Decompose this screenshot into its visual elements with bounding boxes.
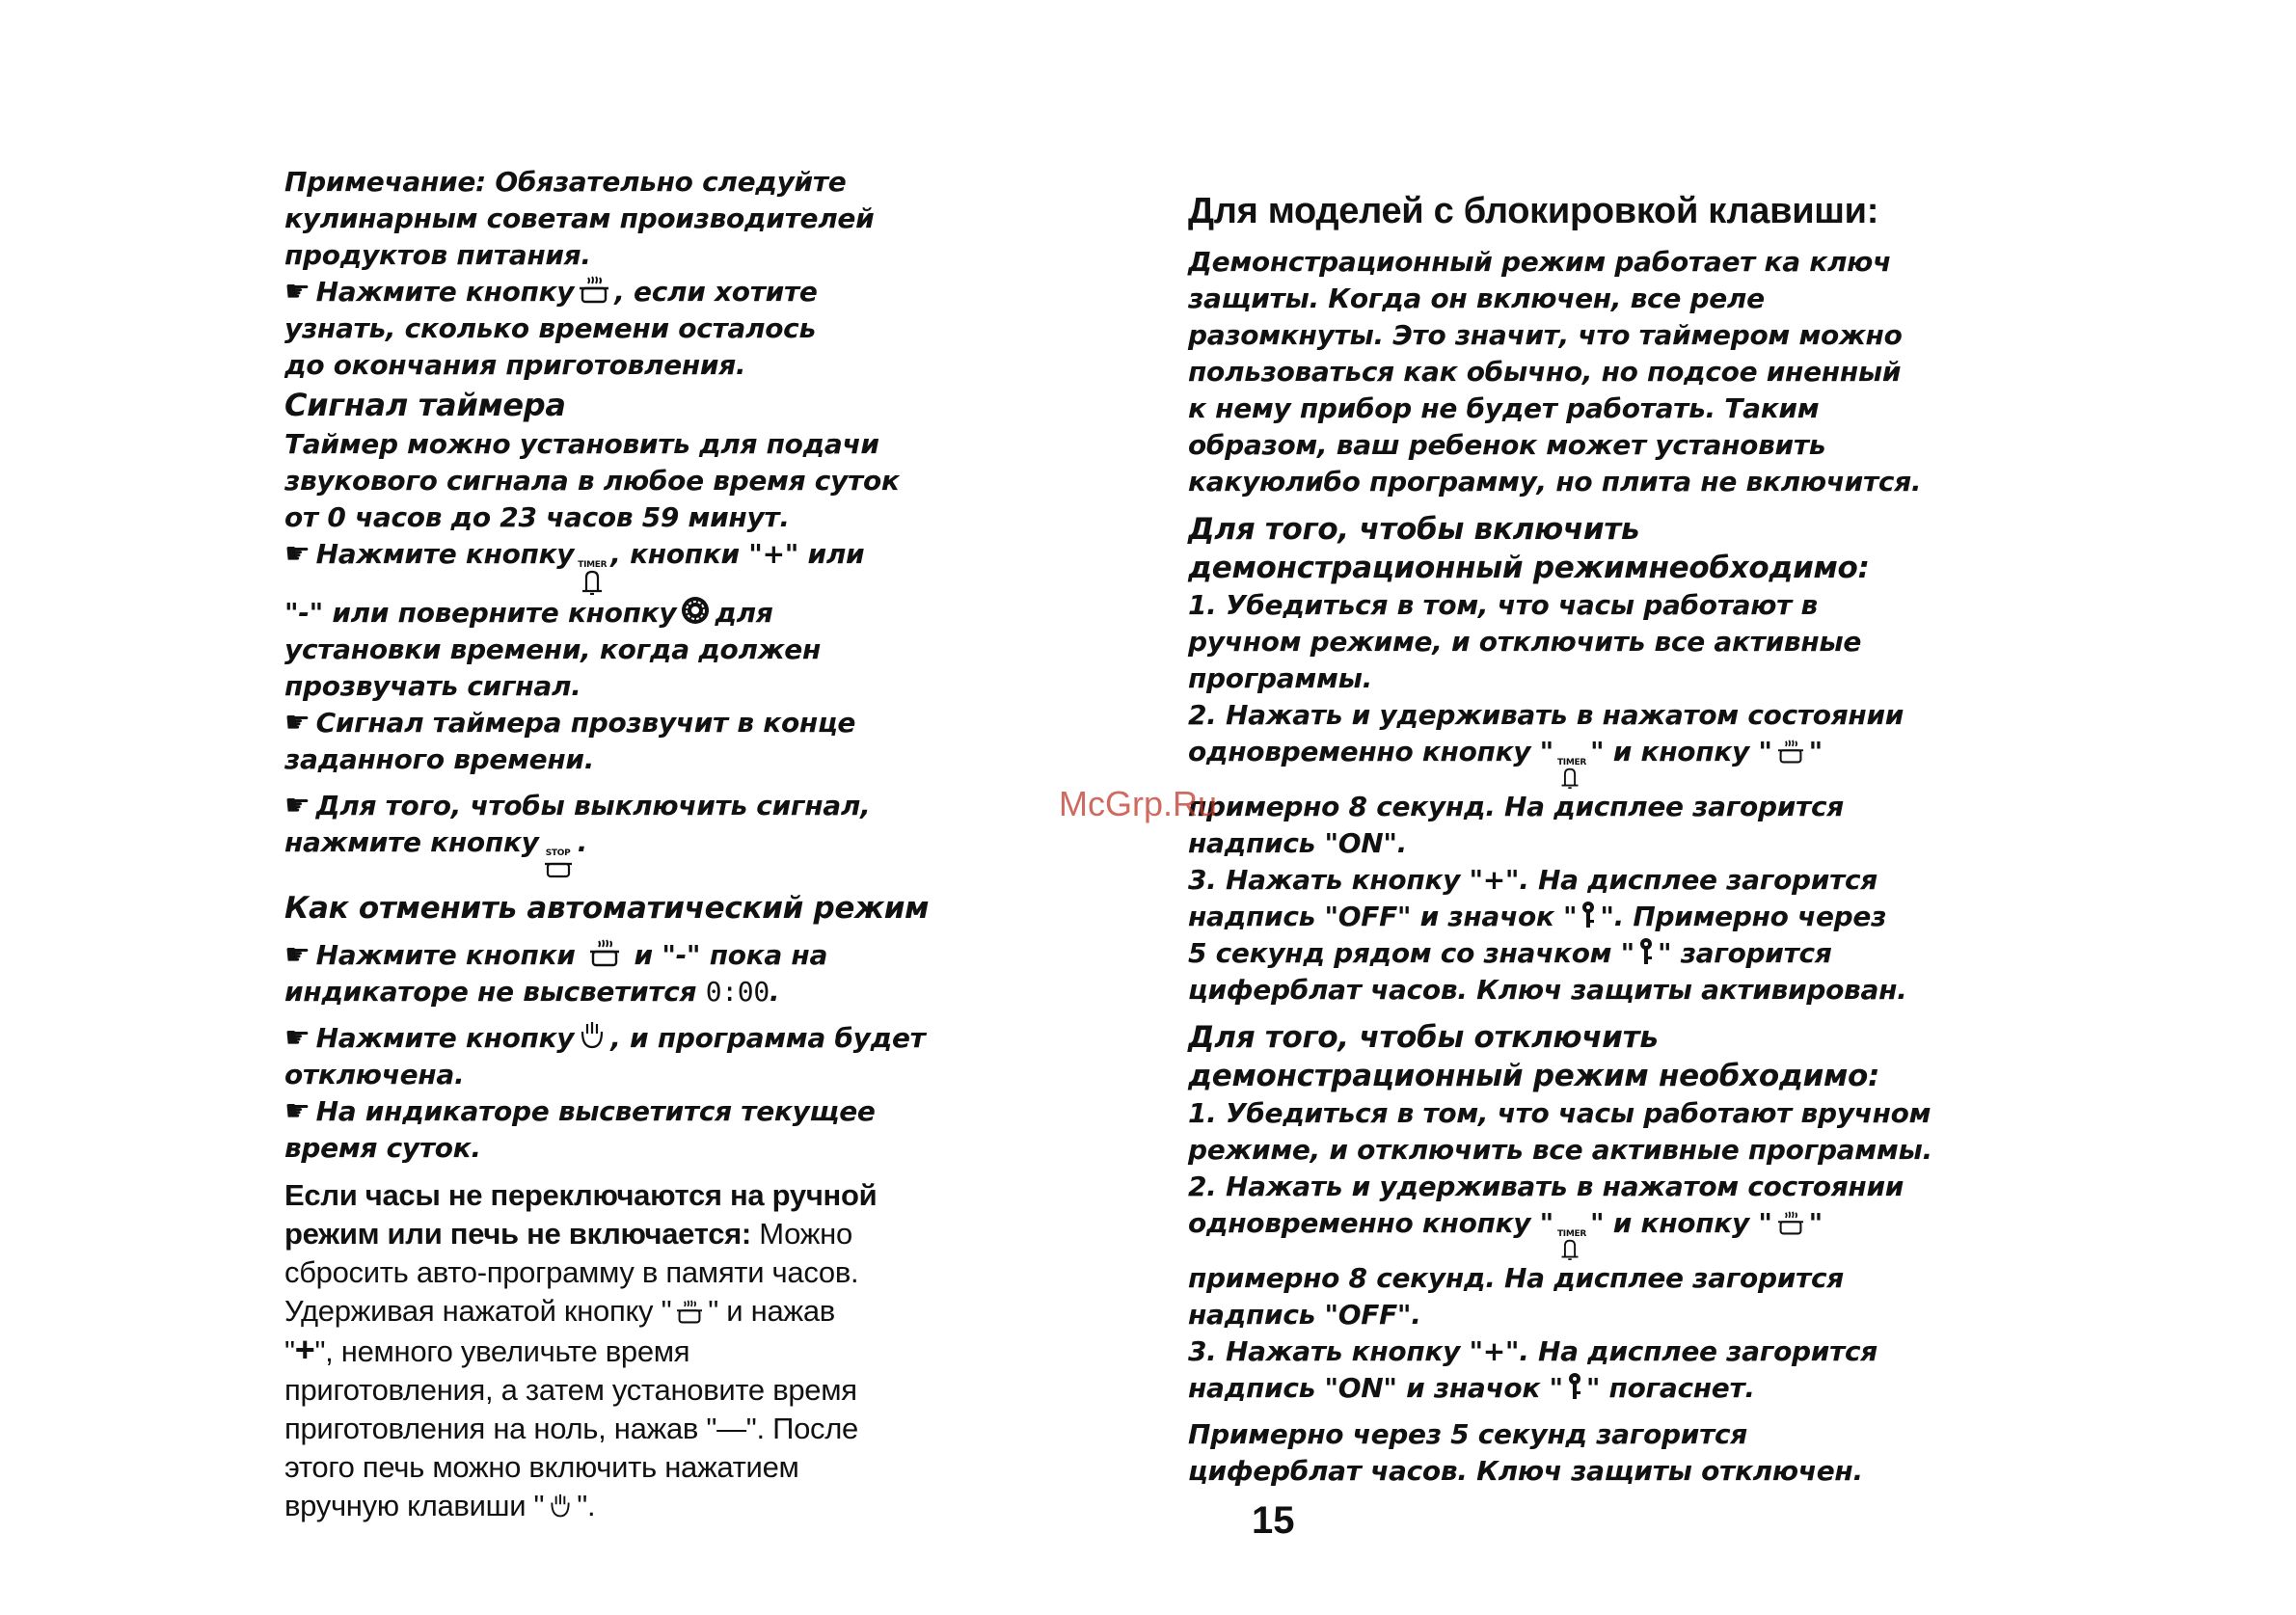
- key-icon: [1580, 901, 1596, 929]
- text: , и программа будет: [610, 1022, 926, 1054]
- disable-step: [1188, 1205, 1988, 1260]
- demo-text: образом, ваш ребенок может установить: [1188, 429, 1826, 461]
- right-column: [1188, 188, 1988, 1490]
- minus-key-text: "-": [284, 597, 323, 629]
- timer-label: TIMER: [1556, 1229, 1586, 1239]
- pointing-hand-icon: ☛: [284, 706, 311, 740]
- note-line-2: кулинарным советам производителей: [284, 202, 875, 234]
- cooking-pot-icon: [1776, 1211, 1805, 1236]
- timer-text: установки времени, когда должен: [284, 633, 822, 665]
- text: 5 секунд рядом со значком ": [1188, 937, 1634, 969]
- disable-heading: Для того, чтобы отключить: [1188, 1020, 1659, 1055]
- stop-label: STOP: [545, 848, 571, 858]
- cancel-text: время суток.: [284, 1132, 481, 1164]
- text: индикаторе не высветится: [284, 976, 697, 1008]
- demo-text: разомкнуты. Это значит, что таймером можно: [1188, 319, 1903, 351]
- enable-step: ручном режиме, и отключить все активные: [1188, 626, 1862, 658]
- reset-heading-cont: режим или печь не включается:: [284, 1217, 751, 1251]
- pointing-hand-icon: ☛: [284, 1021, 311, 1055]
- plus-key-text: "+": [748, 538, 799, 570]
- text: Удерживая нажатой кнопку ": [284, 1294, 672, 1328]
- reset-line: сбросить авто-программу в памяти часов.: [284, 1255, 859, 1289]
- pointing-hand-icon: ☛: [284, 789, 311, 822]
- pointing-hand-icon: ☛: [284, 275, 311, 309]
- enable-heading: Для того, чтобы включить: [1188, 512, 1640, 547]
- pointing-hand-icon: ☛: [284, 938, 311, 972]
- timer-bullet-1: [284, 536, 1017, 595]
- cancel-bullet-2: [284, 1020, 1017, 1057]
- text: .: [577, 826, 587, 858]
- page-number: 15: [1252, 1499, 1295, 1542]
- pointing-hand-icon: ☛: [284, 1094, 311, 1128]
- demo-text: какуюлибо программу, но плита не включится.: [1188, 466, 1922, 498]
- timer-bell-icon: [1557, 1230, 1586, 1260]
- timer-label: TIMER: [578, 560, 608, 570]
- text: Для того, чтобы выключить сигнал,: [315, 790, 871, 821]
- timer-bullet-1-cont: [284, 595, 1017, 632]
- text: Можно: [750, 1217, 852, 1251]
- enable-step: надпись "ON".: [1188, 827, 1408, 859]
- timer-heading: Сигнал таймера: [284, 387, 566, 423]
- cancel-heading: Как отменить автоматический режим: [284, 891, 930, 926]
- manual-hand-icon: [548, 1493, 573, 1520]
- enable-step: программы.: [1188, 662, 1372, 694]
- enable-step: [1188, 899, 1988, 935]
- text: ": [1808, 1207, 1823, 1239]
- demo-text: к нему прибор не будет работать. Таким: [1188, 392, 1820, 424]
- reset-line: приготовления, а затем установите время: [284, 1373, 857, 1407]
- plus-symbol: +: [294, 1330, 315, 1369]
- key-icon: [1567, 1372, 1582, 1401]
- demo-text: пользоваться как обычно, но подсое иненный: [1188, 356, 1902, 388]
- note-line-1: [284, 164, 1017, 201]
- enable-step: примерно 8 секунд. На дисплее загорится: [1188, 791, 1844, 822]
- text: кнопку: [567, 597, 677, 629]
- text: ". Примерно через: [1600, 901, 1887, 932]
- enable-step: циферблат часов. Ключ защиты активирован.: [1188, 974, 1907, 1006]
- text: " загорится: [1657, 937, 1832, 969]
- text: одновременно кнопку ": [1188, 736, 1553, 767]
- demo-text: Демонстрационный режим работает ка ключ: [1188, 246, 1892, 278]
- text: Нажмите кнопку: [315, 538, 575, 570]
- text: ", немного увеличьте время: [314, 1334, 690, 1368]
- watermark: McGrp.Ru: [1059, 784, 1218, 823]
- text: пока на: [709, 939, 828, 971]
- text: вручную клавиши ": [284, 1489, 545, 1522]
- disable-step: надпись "OFF".: [1188, 1299, 1421, 1331]
- cancel-text: отключена.: [284, 1059, 465, 1090]
- enable-step: 3. Нажать кнопку "+". На дисплее загорится: [1188, 864, 1877, 896]
- note-line-3: продуктов питания.: [284, 239, 591, 271]
- text: " и кнопку ": [1590, 1207, 1772, 1239]
- timer-text: прозвучать сигнал.: [284, 670, 581, 702]
- bullet-remaining-time: [284, 274, 1017, 310]
- text: ": [1808, 736, 1823, 767]
- disable-step: 2. Нажать и удерживать в нажатом состоянии: [1188, 1171, 1904, 1202]
- text: На индикаторе высветится текущее: [315, 1095, 876, 1127]
- timer-bell-icon: [578, 561, 607, 595]
- bullet-line: до окончания приготовления.: [284, 349, 746, 381]
- text: или поверните: [332, 597, 559, 629]
- reset-line: [284, 1215, 1017, 1253]
- note-text: Обязательно следуйте: [495, 166, 847, 198]
- disable-step: Примерно через 5 секунд загорится: [1188, 1418, 1747, 1450]
- disable-heading: демонстрационный режим необходимо:: [1188, 1059, 1880, 1093]
- text: Нажмите кнопки: [315, 939, 576, 971]
- timer-bullet-3-cont: [284, 824, 1017, 879]
- text: надпись "OFF" и значок ": [1188, 901, 1578, 932]
- section-title: Для моделей с блокировкой клавиши:: [1188, 191, 1879, 231]
- note-label: Примечание:: [284, 166, 486, 198]
- bullet-line: узнать, сколько времени осталось: [284, 312, 816, 344]
- reset-line: [284, 1487, 1017, 1525]
- text: Нажмите кнопку: [315, 1022, 575, 1054]
- text: нажмите кнопку: [284, 826, 539, 858]
- cooking-pot-icon: [588, 939, 621, 968]
- text: Сигнал таймера прозвучит в конце: [315, 707, 856, 739]
- reset-line: [284, 1292, 1017, 1331]
- stop-pot-icon: [543, 849, 574, 879]
- cancel-bullet-1: [284, 937, 1017, 974]
- rotary-knob-icon: [680, 595, 711, 626]
- display-readout: 0:00: [705, 976, 770, 1008]
- timer-text: заданного времени.: [284, 743, 595, 775]
- text: " погаснет.: [1585, 1372, 1755, 1404]
- timer-text: звукового сигнала в любое время суток: [284, 465, 900, 497]
- reset-heading: Если часы не переключаются на ручной: [284, 1178, 878, 1212]
- reset-line: приготовления на ноль, нажав "—". После: [284, 1412, 858, 1445]
- text: .: [769, 976, 780, 1008]
- text: " и кнопку ": [1590, 736, 1772, 767]
- disable-step: режиме, и отключить все активные программы.: [1188, 1134, 1932, 1166]
- disable-step: примерно 8 секунд. На дисплее загорится: [1188, 1262, 1844, 1294]
- manual-hand-icon: [578, 1020, 607, 1051]
- enable-step: 2. Нажать и удерживать в нажатом состоянии: [1188, 699, 1904, 731]
- timer-bullet-3: [284, 788, 1017, 824]
- minus-key-text: "-": [662, 939, 701, 971]
- cooking-pot-icon: [675, 1300, 704, 1325]
- enable-heading: демонстрационный режимнеобходимо:: [1188, 551, 1870, 585]
- timer-text: Таймер можно установить для подачи: [284, 428, 879, 460]
- text: или: [807, 538, 865, 570]
- disable-step: 3. Нажать кнопку "+". На дисплее загорится: [1188, 1335, 1877, 1367]
- text: для: [715, 597, 773, 629]
- text: надпись "ON" и значок ": [1188, 1372, 1563, 1404]
- pointing-hand-icon: ☛: [284, 537, 311, 571]
- demo-text: защиты. Когда он включен, все реле: [1188, 283, 1765, 314]
- timer-label: TIMER: [1556, 758, 1586, 767]
- disable-step: [1188, 1370, 1988, 1407]
- left-column: [284, 164, 1017, 1525]
- timer-bell-icon: [1557, 759, 1586, 789]
- enable-step: [1188, 935, 1988, 972]
- text: ": [284, 1334, 295, 1368]
- timer-text: от 0 часов до 23 часов 59 минут.: [284, 501, 790, 533]
- text: и: [634, 939, 653, 971]
- text: Нажмите кнопку: [315, 276, 575, 308]
- disable-step: циферблат часов. Ключ защиты отключен.: [1188, 1455, 1863, 1487]
- text: одновременно кнопку ": [1188, 1207, 1553, 1239]
- text: , кнопки: [610, 538, 740, 570]
- cooking-pot-icon: [578, 276, 610, 305]
- timer-bullet-2: [284, 705, 1017, 741]
- key-icon: [1638, 937, 1654, 966]
- cancel-bullet-3: [284, 1093, 1017, 1130]
- enable-step: 1. Убедиться в том, что часы работают в: [1188, 589, 1818, 621]
- cooking-pot-icon: [1776, 740, 1805, 765]
- enable-step: [1188, 734, 1988, 789]
- text: , если хотите: [614, 276, 818, 308]
- reset-line: этого печь можно включить нажатием: [284, 1450, 799, 1484]
- disable-step: 1. Убедиться в том, что часы работают вручном: [1188, 1097, 1931, 1129]
- reset-line: [284, 1331, 1017, 1371]
- text: ".: [577, 1489, 596, 1522]
- text: " и нажав: [708, 1294, 835, 1328]
- cancel-bullet-1-cont: [284, 974, 1017, 1010]
